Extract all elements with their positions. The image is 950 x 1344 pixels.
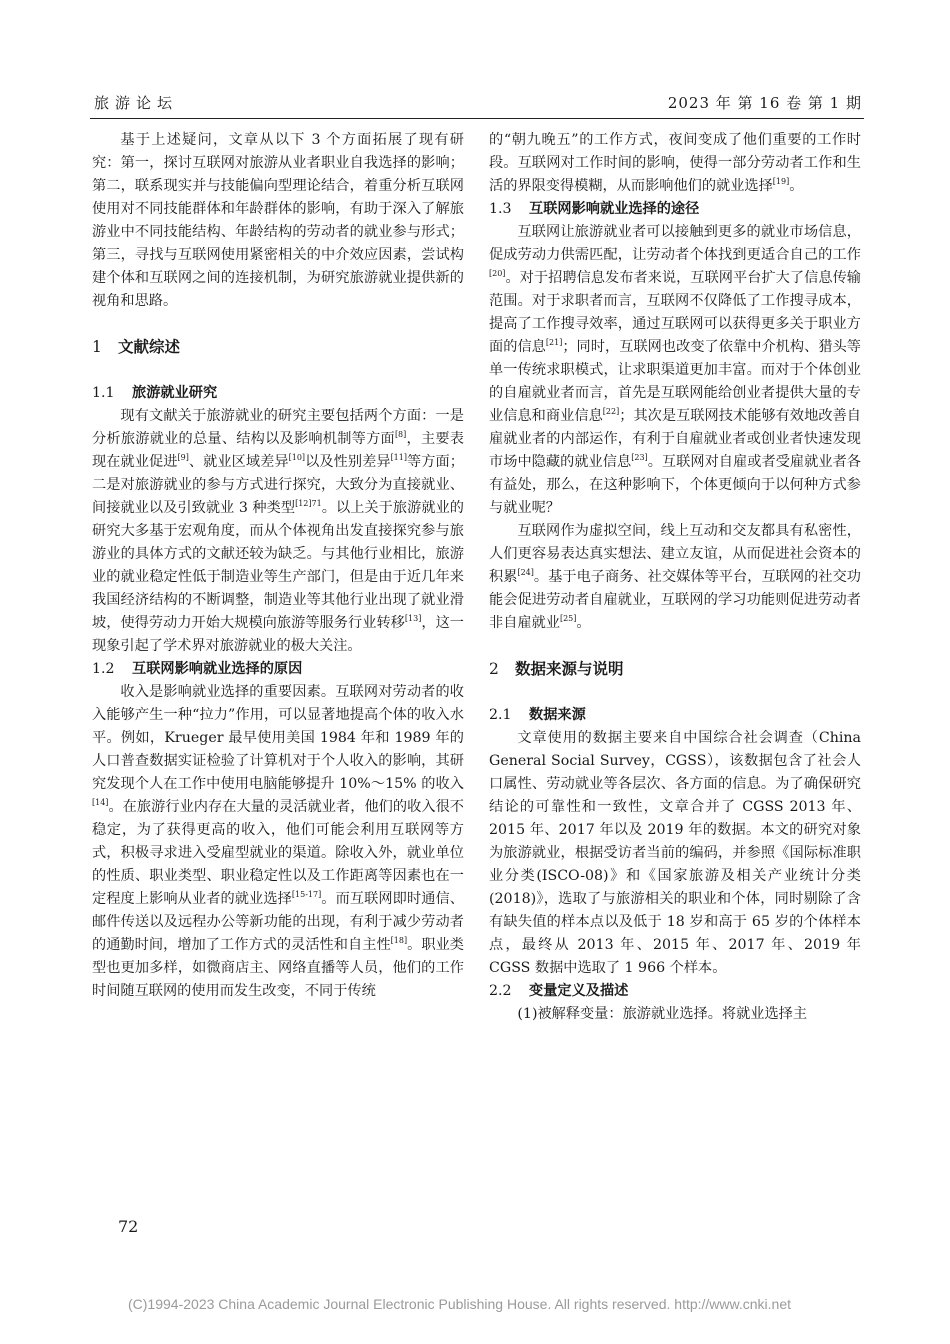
- copyright-footer: (C)1994-2023 China Academic Journal Electronic Publishing House. All rights reserved. http://www.cnki.net: [128, 1296, 791, 1312]
- journal-name: 旅游论坛: [94, 94, 179, 112]
- subsection-heading-1-3: 1.3 互联网影响就业选择的途径: [489, 201, 700, 217]
- citation: [24]: [517, 568, 534, 577]
- right-column: [489, 129, 861, 1026]
- citation: [9]: [177, 453, 189, 462]
- subsection-heading-2-2: 2.2 变量定义及描述: [489, 983, 629, 999]
- paragraph-virtual-space: 互联网作为虚拟空间，线上互动和交友都具有私密性，人们更容易表达真实想法、建立友谊，从而促进社会资本的积累[24]。基于电子商务、社交媒体等平台，互联网的社交功能会促进劳动者自雇就业，互联网的学习功能则促进劳动者非自雇就业[25]。: [489, 523, 861, 631]
- citation: [10]: [288, 453, 306, 462]
- subsection-heading-2-1: 2.1 数据来源: [489, 707, 586, 723]
- paragraph-data-source: 文章使用的数据主要来自中国综合社会调查（China General Social Survey，CGSS），该数据包含了社会人口属性、劳动就业等各层次、各方面的信息。为了确保研究结论的可靠性和一致性，文章合并了 CGSS 2013 年、2015 年、2017 年以及 2019 年的数据。本文的研究对象为旅游就业，根据受访者当前的编码，并参照《国际标准职业分类(ISCO-08)》和《国家旅游及相关产业统计分类(2018)》，选取了与旅游相关的职业和个体，同时剔除了含有缺失值的样本点以及低于 18 岁和高于 65 岁的个体样本点，最终从 2013 年、2015 年、2017 年、2019 年 CGSS 数据中选取了 1 966 个样本。: [489, 730, 861, 976]
- paragraph-pathways: 互联网让旅游就业者可以接触到更多的就业市场信息，促成劳动力供需匹配，让劳动者个体找到更适合自己的工作[20]。对于招聘信息发布者来说，互联网平台扩大了信息传输范围。对于求职者而言，互联网不仅降低了工作搜寻成本，提高了工作搜寻效率，通过互联网可以获得更多关于职业方面的信息[21]；同时，互联网也改变了依靠中介机构、猎头等单一传统求职模式，让求职渠道更加丰富。而对于个体创业的自雇就业者而言，首先是互联网能给创业者提供大量的专业信息和商业信息[22]；其次是互联网技术能够有效地改善自雇就业者的内部运作，有利于自雇就业者或创业者快速发现市场中隐藏的就业信息[23]。互联网对自雇或者受雇就业者各有益处，那么，在这种影响下，个体更倾向于以何种方式参与就业呢？: [489, 224, 861, 516]
- citation: [25]: [559, 614, 577, 623]
- citation: [23]: [631, 453, 648, 462]
- issue-info: 2023 年 第 16 卷 第 1 期: [667, 94, 862, 112]
- left-column: [92, 129, 464, 1003]
- citation: [11]: [390, 453, 407, 462]
- citation: [8]: [394, 430, 407, 439]
- page-number: 72: [118, 1217, 139, 1236]
- citation: [15-17]: [291, 890, 322, 899]
- citation: [13]: [404, 614, 422, 623]
- header-rule: [90, 118, 864, 119]
- intro-paragraph: 基于上述疑问，文章从以下 3 个方面拓展了现有研究：第一，探讨互联网对旅游从业者职业自我选择的影响；第二，联系现实并与技能偏向型理论结合，着重分析互联网使用对不同技能群体和年龄群体的影响，有助于深入了解旅游业中不同技能结构、年龄结构的劳动者的就业参与形式；第三，寻找与互联网使用紧密相关的中介效应因素，尝试构建个体和互联网之间的连接机制，为研究旅游就业提供新的视角和思路。: [92, 132, 464, 309]
- paragraph-tourism-employment: 现有文献关于旅游就业的研究主要包括两个方面：一是分析旅游就业的总量、结构以及影响机制等方面[8]，主要表现在就业促进[9]、就业区域差异[10]以及性别差异[11]等方面；二是对旅游就业的参与方式进行探究，大致分为直接就业、间接就业以及引致就业 3 种类型$^{[12]71}$。以上关于旅游就业的研究大多基于宏观角度，而从个体视角出发直接探究参与旅游业的具体方式的文献还较为缺乏。与其他行业相比，旅游业的就业稳定性低于制造业等生产部门，但是由于近几年来我国经济结构的不断调整，制造业等其他行业出现了就业滑坡，使得劳动力开始大规模向旅游等服务行业转移[13]，这一现象引起了学术界对旅游就业的极大关注。: [92, 408, 464, 654]
- citation: [19]: [772, 177, 790, 186]
- paragraph-continued: 的“朝九晚五”的工作方式，夜间变成了他们重要的工作时段。互联网对工作时间的影响，使得一部分劳动者工作和生活的界限变得模糊，从而影响他们的就业选择[19]。: [489, 132, 861, 194]
- citation: [21]: [545, 338, 563, 347]
- section-heading-1: 1 文献综述: [92, 338, 181, 356]
- subsection-heading-1-2: 1.2 互联网影响就业选择的原因: [92, 661, 303, 677]
- citation: [22]: [602, 407, 620, 416]
- citation: [20]: [489, 269, 506, 278]
- citation: [14]: [92, 798, 109, 807]
- paragraph-variables: (1)被解释变量：旅游就业选择。将就业选择主: [517, 1006, 808, 1022]
- paragraph-income: 收入是影响就业选择的重要因素。互联网对劳动者的收入能够产生一种“拉力”作用，可以显著地提高个体的收入水平。例如，Krueger 最早使用美国 1984 年和 1989 年的人口普查数据实证检验了计算机对于个人收入的影响，其研究发现个人在工作中使用电脑能够提升 10%～15% 的收入[14]。在旅游行业内存在大量的灵活就业者，他们的收入很不稳定，为了获得更高的收入，他们可能会利用互联网等方式，积极寻求进入受雇型就业的渠道。除收入外，就业单位的性质、职业类型、职业稳定性以及工作距离等因素也在一定程度上影响从业者的就业选择[15-17]。而互联网即时通信、邮件传送以及远程办公等新功能的出现，有利于减少劳动者的通勤时间，增加了工作方式的灵活性和自主性[18]。职业类型也更加多样，如微商店主、网络直播等人员，他们的工作时间随互联网的使用而发生改变，不同于传统: [92, 684, 464, 999]
- citation: [18]: [390, 936, 408, 945]
- citation: [12]71: [295, 499, 322, 508]
- subsection-heading-1-1: 1.1 旅游就业研究: [92, 385, 218, 401]
- section-heading-2: 2 数据来源与说明: [489, 660, 624, 678]
